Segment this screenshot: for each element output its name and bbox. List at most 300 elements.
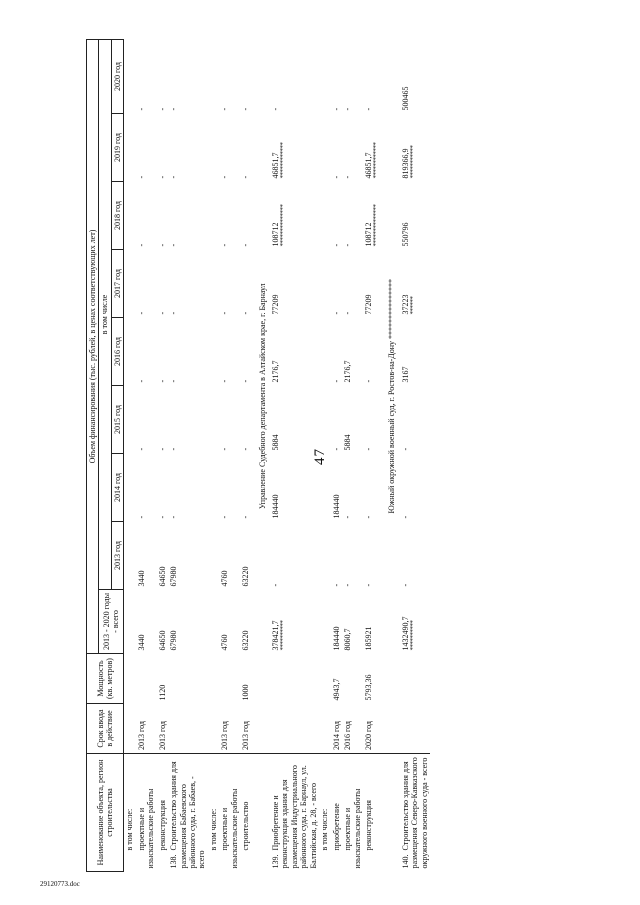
year-value: 500465 [400,86,410,111]
row-term: 2013 год [241,721,251,750]
row-year-value [363,182,381,250]
row-capacity [342,654,363,704]
year-value: - [271,107,280,111]
row-year-value [240,386,251,454]
row-year-value [124,250,136,318]
row-index: 140. [400,854,410,869]
year-value: 46851,7 [271,152,280,179]
row-year-value [219,454,240,522]
row-year-value [124,318,136,386]
table-row [219,39,240,871]
row-year-value [168,250,208,318]
row-name-cell [342,754,363,872]
row-year-value [342,39,363,113]
row-name-cell [270,754,319,872]
row-term: 2020 год [363,721,373,750]
row-year-value [400,182,430,250]
year-value: - [157,243,167,247]
section-row [252,39,270,871]
table-row [319,39,330,871]
year-value: 2176,7 [343,360,353,383]
row-year-value [168,182,208,250]
year-value: 5884 [343,434,353,451]
row-year-value [157,522,168,590]
row-name-cell [136,754,157,872]
year-value: - [400,583,410,587]
row-year-value [400,39,430,113]
row-total-value: 185921 [363,626,373,651]
row-year-value [270,39,319,113]
row-name: проектные и изыскательские работы [343,788,362,869]
year-value: 819366,9 [400,148,410,179]
row-total-value: 3440 [136,634,146,651]
row-year-value [124,522,136,590]
row-year-value [240,318,251,386]
year-value: 77209 [271,294,280,315]
row-term [124,704,136,754]
year-value: - [220,107,230,111]
table-row [363,39,381,871]
row-name: реконструкция [157,800,167,851]
year-value: - [220,379,230,383]
row-name: в том числе: [125,808,135,851]
row-total [270,590,319,654]
row-total-value: 67980 [169,630,179,651]
year-stars: ************** [372,204,381,247]
row-year-value [400,114,430,182]
header-year: 2017 год [111,250,123,318]
year-value: - [331,447,341,451]
row-total [363,590,381,654]
year-value: - [331,107,341,111]
header-year: 2015 год [111,386,123,454]
year-value: - [343,107,353,111]
row-year-value [363,114,381,182]
row-year-value [319,522,330,590]
row-year-value [342,454,363,522]
row-year-value [136,250,157,318]
row-name: строительство [241,801,251,851]
row-term [319,704,330,754]
row-year-value [363,386,381,454]
row-total-value: 63220 [241,630,251,651]
row-capacity [270,654,319,704]
year-value: - [343,583,353,587]
year-value: - [157,175,167,179]
year-value: 184440 [331,494,341,519]
row-year-value [208,522,219,590]
row-capacity [400,654,430,704]
year-value: - [363,447,373,451]
header-capacity: Мощность (кв. метров) [87,654,124,704]
row-year-value [270,522,319,590]
row-total-value: 4760 [220,634,230,651]
row-total [208,590,219,654]
row-year-value [331,39,342,113]
row-year-value [342,318,363,386]
row-name: Строительство здания для размещения Бабаевского районного суда, г. Бабаев, - всего [169,761,207,869]
row-year-value [208,386,219,454]
section-title: Южный окружной военный суд, г. Ростов-на-Дону *************** [387,278,397,514]
row-name-cell [124,754,136,872]
row-index: 139. [271,854,280,869]
row-total [219,590,240,654]
row-total-stars: ********** [279,620,288,651]
row-capacity: 5793,36 [363,674,373,701]
row-year-value [136,522,157,590]
row-year-value [342,386,363,454]
row-year-value [270,114,319,182]
row-year-value [363,250,381,318]
row-year-value [319,182,330,250]
row-year-value [319,454,330,522]
year-value: 77209 [363,294,373,315]
row-year-value [136,454,157,522]
year-value: 3440 [136,570,146,587]
row-name-cell [363,754,381,872]
year-value: - [157,447,167,451]
year-value: - [343,515,353,519]
row-total-value: 378421,7 [271,620,280,651]
row-name: проектные и изыскательские работы [220,788,239,869]
row-term: 2014 год [331,721,341,750]
year-value: - [169,379,179,383]
year-value: - [363,107,373,111]
row-year-value [219,386,240,454]
row-year-value [208,39,219,113]
year-value: 5884 [271,434,280,451]
year-value: - [136,515,146,519]
row-year-value [331,250,342,318]
section-title: Управление Судебного департамента в Алтайском крае, г. Барнаул [257,283,267,510]
row-capacity: 1000 [241,684,251,701]
year-value: - [241,107,251,111]
table-row [270,39,319,871]
section-row [381,39,399,871]
year-stars: ************ [372,142,381,179]
year-value: - [220,175,230,179]
row-year-value [219,250,240,318]
row-year-value [331,386,342,454]
year-value: 64650 [157,566,167,587]
row-name-cell [208,754,219,872]
row-year-value [363,454,381,522]
year-value: - [169,447,179,451]
header-year: 2014 год [111,454,123,522]
row-year-value [219,182,240,250]
row-year-value [331,182,342,250]
year-value: - [331,175,341,179]
year-value: - [363,515,373,519]
row-year-value [124,114,136,182]
row-name-cell [240,754,251,872]
row-year-value [270,386,319,454]
year-stars: ************** [279,204,288,247]
row-name-cell [168,754,208,872]
year-value: 46851,7 [363,152,373,179]
row-year-value [342,182,363,250]
row-capacity [136,654,157,704]
row-year-value [270,318,319,386]
year-value: - [331,379,341,383]
year-value: - [136,447,146,451]
row-year-value [363,522,381,590]
row-capacity [208,654,219,704]
header-term: Срок ввода в действие [87,704,124,754]
row-year-value [208,250,219,318]
table-row [124,39,136,871]
year-value: 108712 [363,222,373,247]
row-capacity [219,654,240,704]
year-value: - [157,107,167,111]
table-row [168,39,208,871]
funding-table [86,39,430,872]
row-year-value [240,250,251,318]
header-total: 2013 - 2020 годы - всего [99,590,124,654]
year-value: - [331,583,341,587]
year-value: 184440 [271,494,280,519]
year-value: - [136,379,146,383]
row-capacity [168,654,208,704]
row-year-value [219,318,240,386]
row-year-value [319,114,330,182]
row-year-value [157,39,168,113]
row-total [342,590,363,654]
year-value: 4760 [220,570,230,587]
row-year-value [136,39,157,113]
row-total [168,590,208,654]
row-year-value [240,522,251,590]
row-year-value [208,454,219,522]
row-year-value [168,39,208,113]
header-year: 2020 год [111,39,123,113]
row-name: приобретение [331,803,341,851]
row-year-value [157,114,168,182]
page-number: 47 [312,448,328,465]
footer-filename: 2912077З.doc [40,880,80,888]
year-value: - [343,243,353,247]
header-year: 2013 год [111,522,123,590]
year-value: - [241,311,251,315]
year-value: - [157,379,167,383]
row-name: реконструкция [363,800,373,851]
year-value: - [136,175,146,179]
year-value: - [220,515,230,519]
row-year-value [136,318,157,386]
row-year-value [319,318,330,386]
table-row [157,39,168,871]
row-year-value [168,386,208,454]
year-value: - [136,243,146,247]
row-capacity: 4943,7 [331,678,341,701]
row-year-value [331,318,342,386]
row-name: проектные и изыскательские работы [136,788,156,869]
row-year-value [331,522,342,590]
year-value: - [169,515,179,519]
row-total [331,590,342,654]
header-year: 2016 год [111,318,123,386]
row-name: в том числе: [208,808,218,851]
row-year-value [208,114,219,182]
row-term: 2016 год [343,721,353,750]
row-name: в том числе: [320,808,330,851]
row-year-value [208,318,219,386]
row-total [157,590,168,654]
year-value: - [169,175,179,179]
row-year-value [124,454,136,522]
row-year-value [319,39,330,113]
year-value: 67980 [169,566,179,587]
row-year-value [363,318,381,386]
row-year-value [240,39,251,113]
row-total [319,590,330,654]
table-row [208,39,219,871]
row-term: 2013 год [220,721,230,750]
header-year: 2019 год [111,114,123,182]
row-year-value [270,454,319,522]
year-value: 108712 [271,222,280,247]
row-year-value [136,114,157,182]
table-row [342,39,363,871]
row-year-value [168,522,208,590]
year-stars: *********** [409,145,418,179]
row-year-value [319,386,330,454]
row-year-value [124,182,136,250]
row-total [124,590,136,654]
year-value: - [271,583,280,587]
row-total [136,590,157,654]
section-spacer [252,754,270,872]
year-value: - [220,311,230,315]
table-row [136,39,157,871]
row-term: 2013 год [157,721,167,750]
row-total-value: 64650 [157,630,167,651]
row-year-value [208,182,219,250]
row-term: 2013 год [136,721,146,750]
year-value: 3167 [400,366,410,383]
row-name-cell [331,754,342,872]
row-year-value [270,250,319,318]
row-year-value [136,182,157,250]
year-value: - [241,243,251,247]
row-year-value [157,454,168,522]
row-term [270,704,319,754]
year-stars: ************ [279,142,288,179]
year-value: 2176,7 [271,360,280,383]
year-value: - [241,515,251,519]
year-value: - [400,515,410,519]
row-year-value [157,182,168,250]
year-value: - [343,311,353,315]
year-value: - [220,243,230,247]
row-year-value [240,114,251,182]
year-stars: ****** [409,296,418,315]
row-name-cell [319,754,330,872]
header-name: Наименование объекта, регион строительства [87,754,124,872]
row-term [168,704,208,754]
row-year-value [168,114,208,182]
row-total-value: 1432490,7 [400,616,410,651]
row-year-value [331,114,342,182]
year-value: - [241,175,251,179]
row-total [240,590,251,654]
year-value: - [241,447,251,451]
table-row [331,39,342,871]
row-year-value [136,386,157,454]
year-value: - [220,447,230,451]
row-year-value [400,522,430,590]
header-incl: в том числе [99,39,111,589]
year-value: 550796 [400,222,410,247]
row-year-value [124,39,136,113]
row-index: 138. [169,854,179,869]
year-value: - [169,107,179,111]
row-year-value [319,250,330,318]
row-total-stars: ********** [409,620,418,651]
row-year-value [219,39,240,113]
year-value: - [157,311,167,315]
row-year-value [331,454,342,522]
year-value: - [169,243,179,247]
row-year-value [219,114,240,182]
rotated-table-wrapper [86,40,630,872]
row-year-value [157,318,168,386]
row-total-value: 184440 [331,626,341,651]
row-capacity: 1120 [157,684,167,701]
row-year-value [342,522,363,590]
section-spacer [381,754,399,872]
row-year-value [124,386,136,454]
header-year: 2018 год [111,182,123,250]
row-year-value [240,454,251,522]
table-row [240,39,251,871]
row-year-value [342,250,363,318]
year-value: 63220 [241,566,251,587]
row-year-value [400,386,430,454]
row-name-cell [157,754,168,872]
year-value: - [331,311,341,315]
row-year-value [342,114,363,182]
year-value: - [400,447,410,451]
row-year-value [400,454,430,522]
year-value: - [157,515,167,519]
year-value: - [343,175,353,179]
header-funding: Объем финансирования (тыс. рублей, в ценах соответствующих лет) [87,39,99,653]
year-value: - [241,379,251,383]
row-year-value [270,182,319,250]
row-capacity [319,654,330,704]
row-year-value [157,250,168,318]
row-year-value [168,318,208,386]
year-value: - [363,583,373,587]
row-year-value [400,250,430,318]
year-value: - [363,379,373,383]
row-year-value [157,386,168,454]
row-year-value [363,39,381,113]
row-year-value [168,454,208,522]
row-name-cell [219,754,240,872]
row-term [208,704,219,754]
year-value: 37223 [400,294,410,315]
table-row [400,39,430,871]
year-value: - [136,107,146,111]
row-year-value [400,318,430,386]
year-value: - [331,243,341,247]
row-name: Строительство здания для размещения Северо-Кавказского окружного военного суда - всего [400,757,429,869]
row-total [400,590,430,654]
row-name: Приобретение и реконструкция здания для размещения Индустриального районного суда, г. Барнаул, ул. Балтийская, д. 28, - всего [271,765,318,869]
row-name-cell [400,754,430,872]
